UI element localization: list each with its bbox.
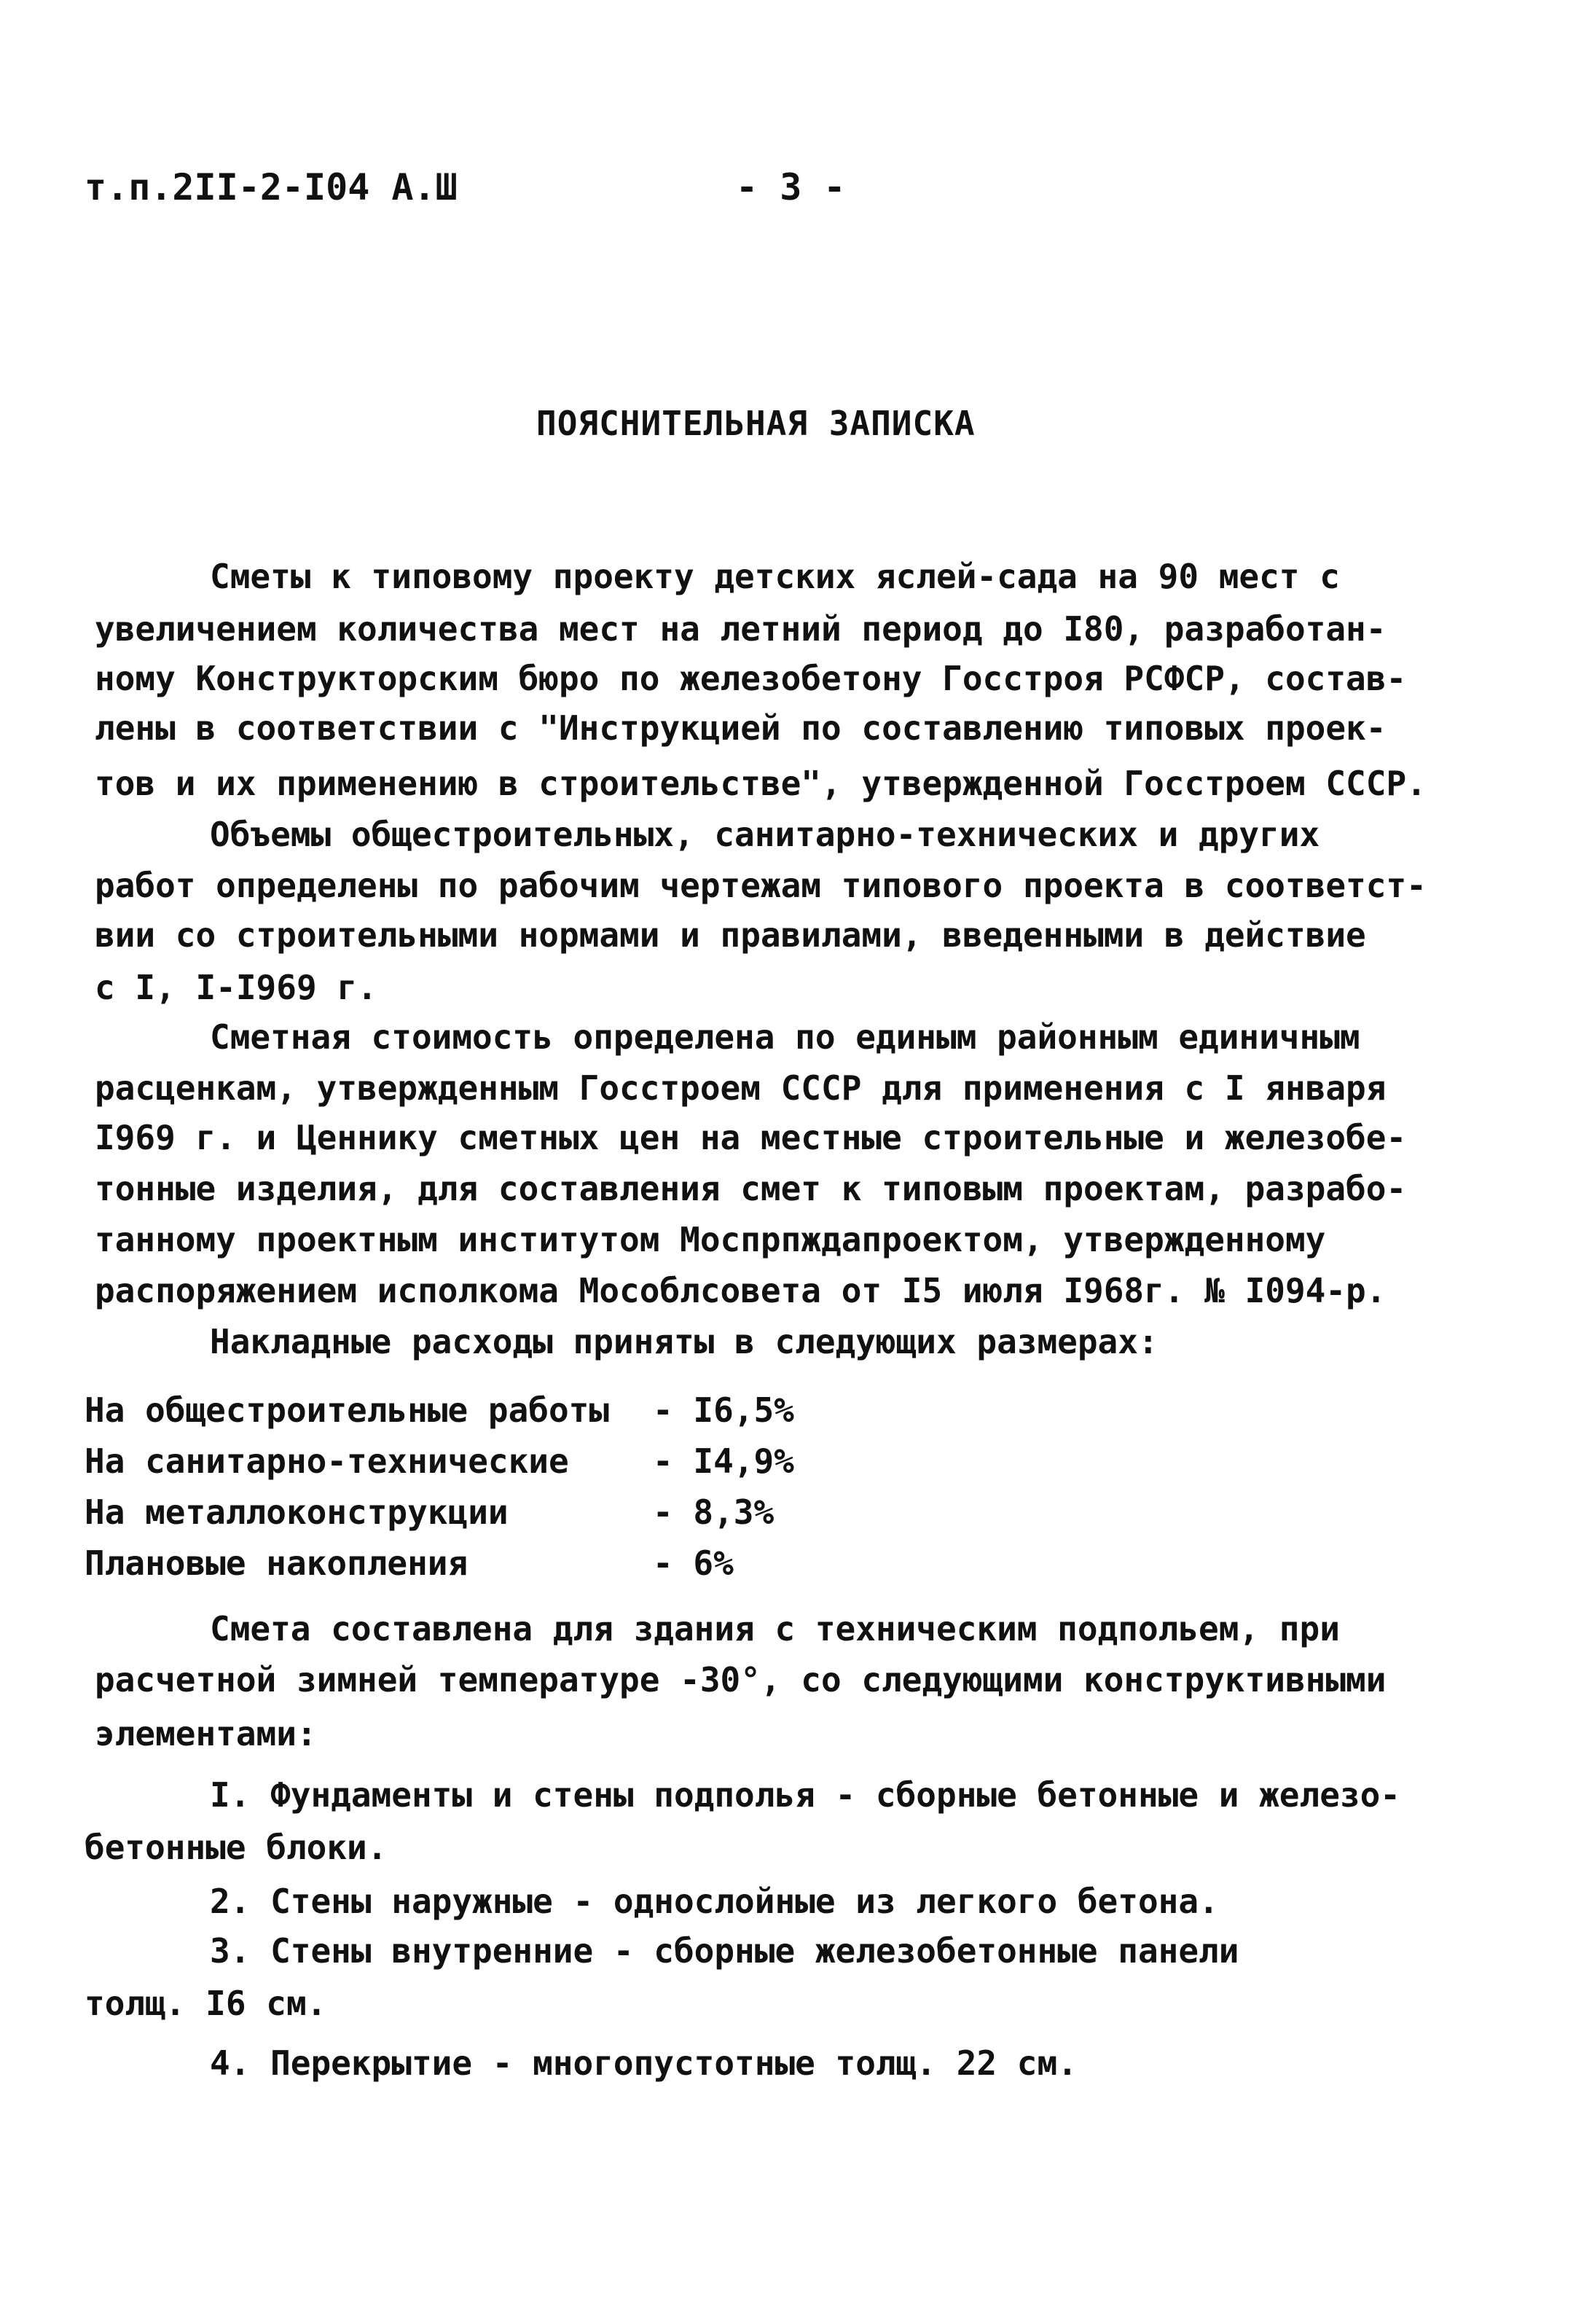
- text-line: Сметная стоимость определена по единым районным единичным: [210, 1017, 1360, 1057]
- list-item: 3. Стены внутренние - сборные железобетонные панели: [210, 1931, 1239, 1971]
- text-line: с I, I-I969 г.: [95, 968, 377, 1007]
- text-line: расчетной зимней температуре -30°, со следующими конструктивными: [95, 1660, 1387, 1699]
- text-line: элементами:: [95, 1714, 317, 1753]
- rate-value: - I4,9%: [653, 1441, 794, 1481]
- page-number: - 3 -: [736, 166, 846, 208]
- text-line: вии со строительными нормами и правилами, введенными в действие: [95, 915, 1366, 955]
- text-line: Смета составлена для здания с техническим подпольем, при: [210, 1609, 1340, 1648]
- rate-value: - I6,5%: [653, 1390, 794, 1430]
- rate-value: - 6%: [653, 1544, 734, 1583]
- text-line: распоряжением исполкома Мособлсовета от I5 июля I968г. № I094-р.: [95, 1271, 1387, 1310]
- rate-label: Плановые накопления: [85, 1544, 468, 1583]
- text-line: тов и их применению в строительстве", утвержденной Госстроем СССР.: [95, 764, 1427, 803]
- page-title: ПОЯСНИТЕЛЬНАЯ ЗАПИСКА: [536, 404, 976, 443]
- text-line: расценкам, утвержденным Госстроем СССР для применения с I января: [95, 1068, 1387, 1108]
- text-line: увеличением количества мест на летний период до I80, разработан-: [95, 609, 1387, 649]
- list-item: I. Фундаменты и стены подполья - сборные бетонные и железо-: [210, 1775, 1400, 1815]
- text-line: лены в соответствии с "Инструкцией по составлению типовых проек-: [95, 708, 1387, 748]
- list-item: 2. Стены наружные - однослойные из легкого бетона.: [210, 1882, 1219, 1921]
- text-line: I969 г. и Ценнику сметных цен на местные строительные и железобе-: [95, 1118, 1407, 1157]
- list-item: 4. Перекрытие - многопустотные толщ. 22 см.: [210, 2043, 1078, 2083]
- document-code: т.п.2II-2-I04 А.Ш: [85, 166, 458, 208]
- text-line: работ определены по рабочим чертежам типового проекта в соответст-: [95, 866, 1427, 905]
- rate-label: На санитарно-технические: [85, 1441, 569, 1481]
- text-line: ному Конструкторским бюро по железобетону Госстроя РСФСР, состав-: [95, 659, 1407, 698]
- text-line: Накладные расходы приняты в следующих размерах:: [210, 1322, 1158, 1361]
- text-line: тонные изделия, для составления смет к типовым проектам, разрабо-: [95, 1169, 1407, 1208]
- rate-label: На металлоконструкции: [85, 1492, 509, 1532]
- text-line: Сметы к типовому проекту детских яслей-сада на 90 мест с: [210, 557, 1340, 596]
- text-line: Объемы общестроительных, санитарно-технических и других: [210, 815, 1320, 854]
- rate-label: На общестроительные работы: [85, 1390, 610, 1430]
- text-line: танному проектным институтом Моспрпждапроектом, утвержденному: [95, 1220, 1326, 1259]
- rate-value: - 8,3%: [653, 1492, 775, 1532]
- list-item-continuation: толщ. I6 см.: [85, 1984, 327, 2023]
- list-item-continuation: бетонные блоки.: [85, 1828, 388, 1867]
